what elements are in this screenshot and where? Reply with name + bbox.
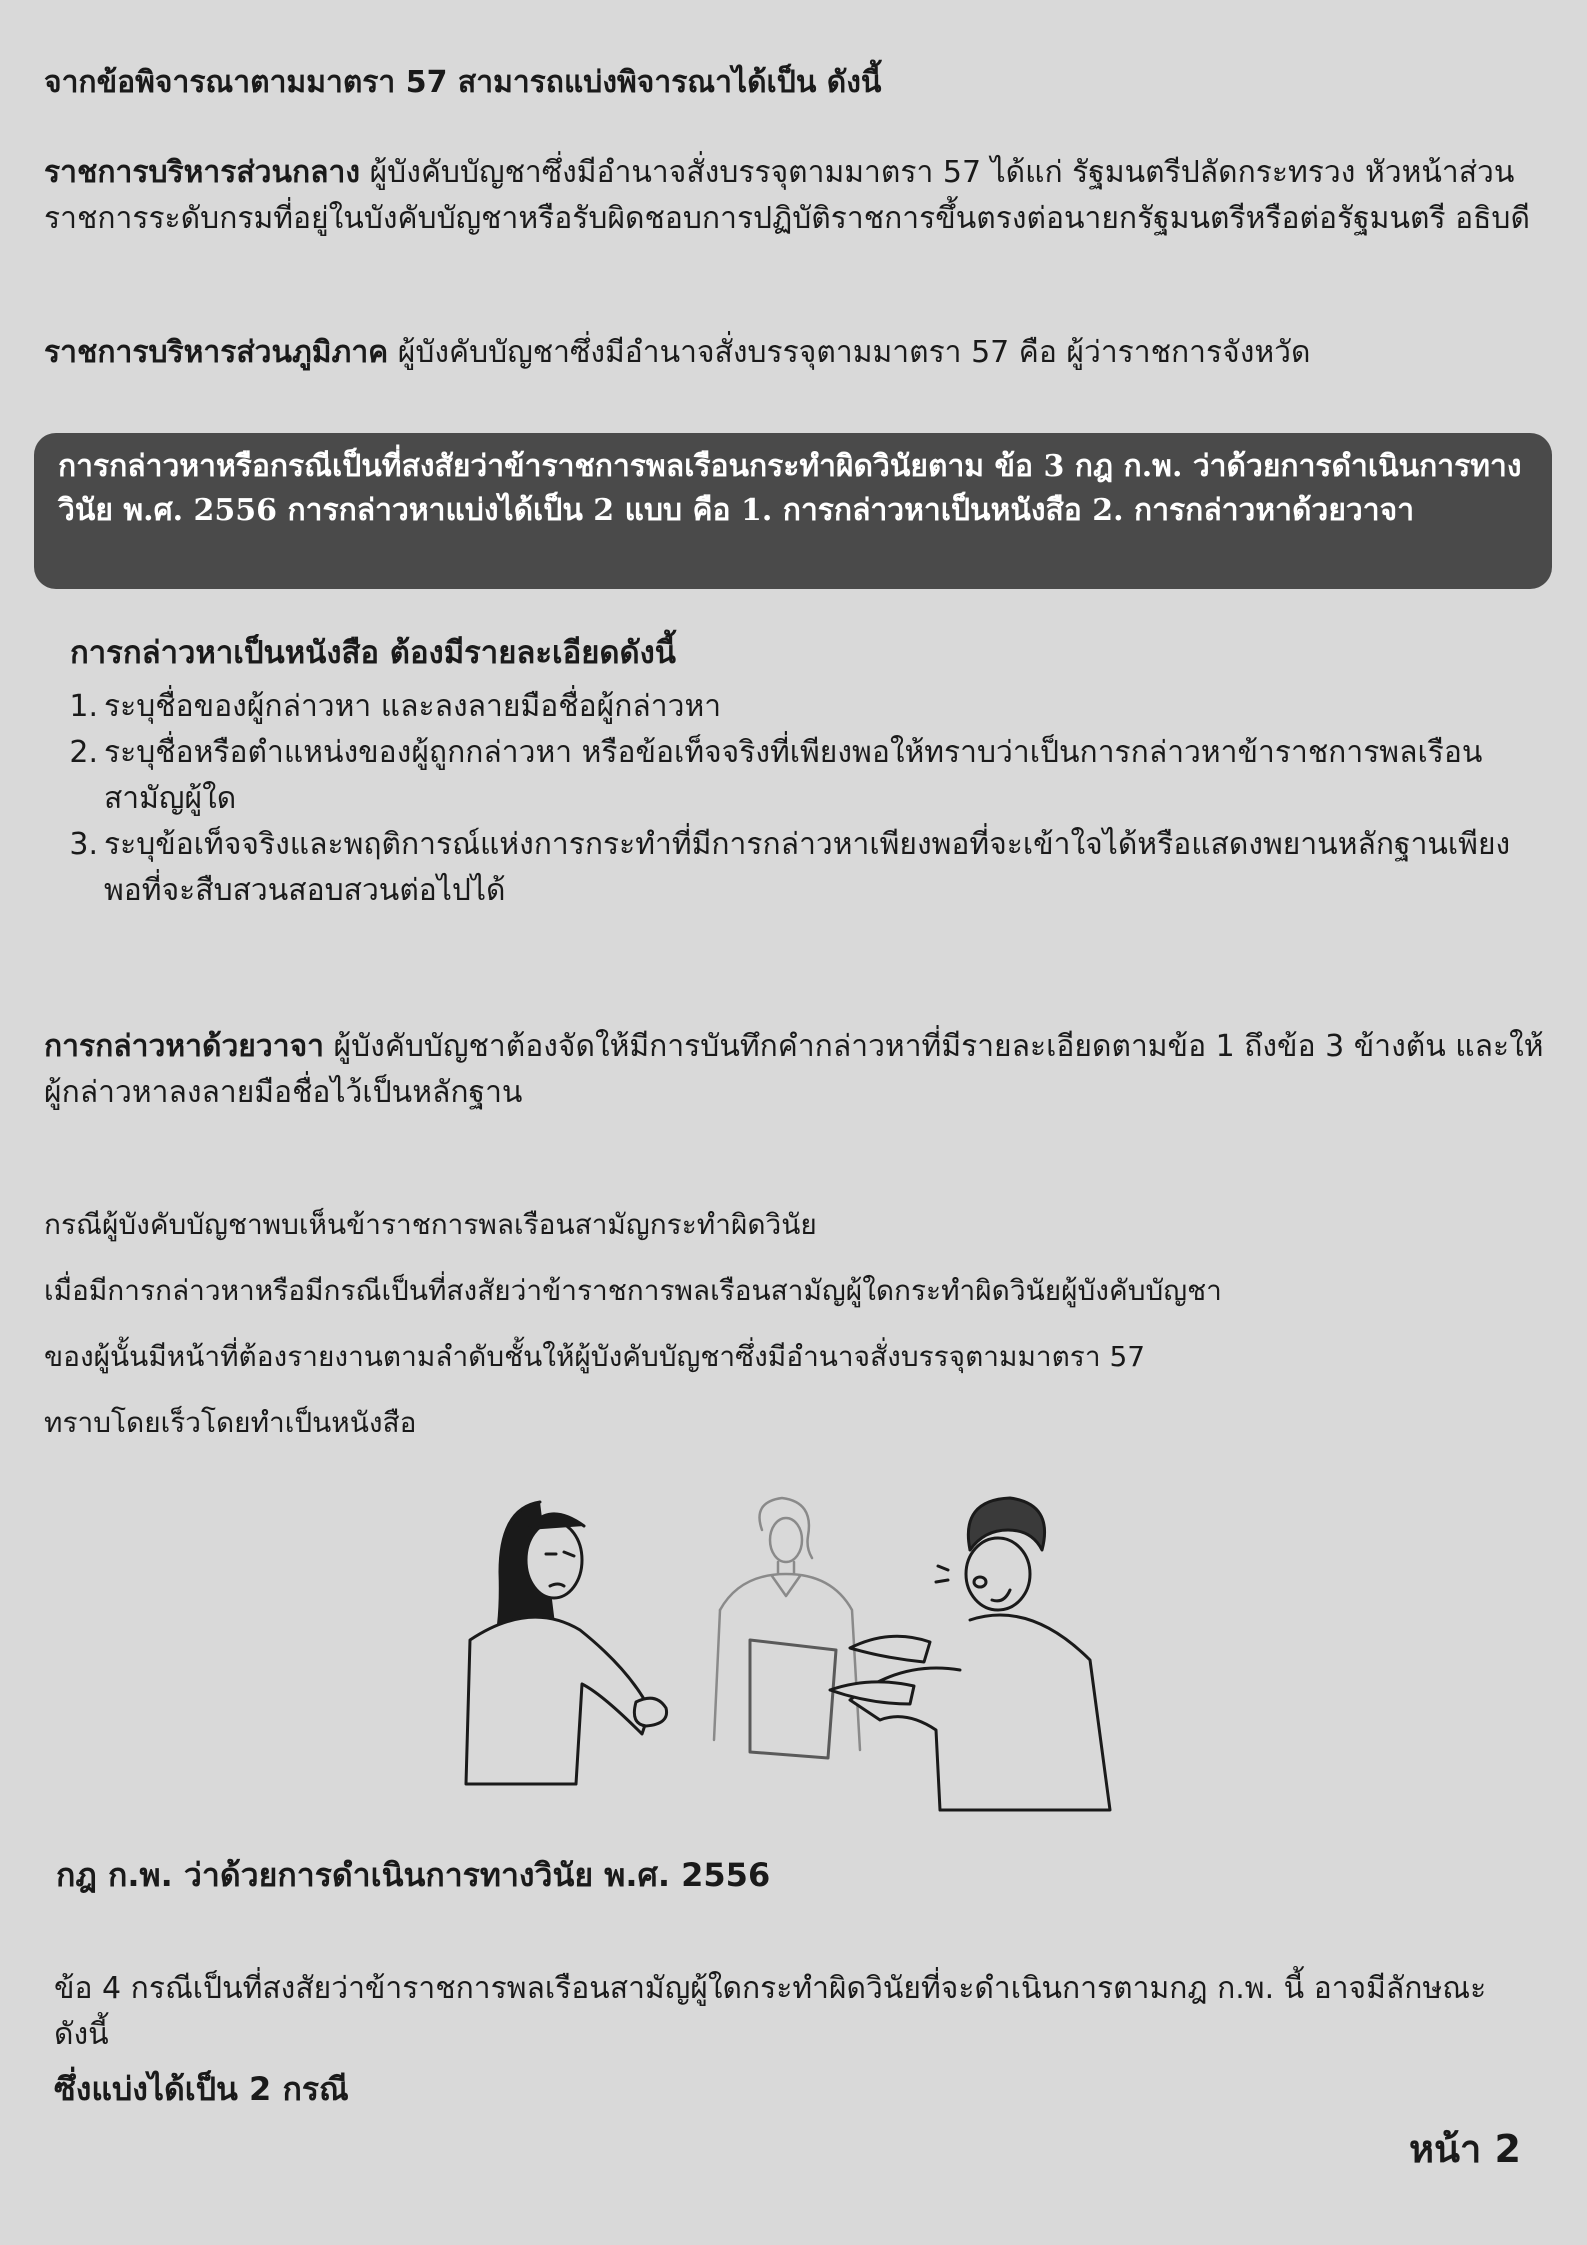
- central-admin-paragraph: [44, 150, 1544, 242]
- verbal-accusation-paragraph: [44, 1024, 1544, 1116]
- verbal-accusation-term: การกล่าวหาด้วยวาจา: [44, 1029, 325, 1064]
- dispute-illustration: [450, 1490, 1130, 1830]
- list-item-number: 2.: [69, 735, 98, 770]
- list-item: [60, 730, 1520, 822]
- clause-4-text: ข้อ 4 กรณีเป็นที่สงสัยว่าข้าราชการพลเรือนสามัญผู้ใดกระทำผิดวินัยที่จะดำเนินการตามกฎ ก.พ. นี้ อาจมีลักษณะดังนี้: [54, 1971, 1487, 2052]
- list-item: [60, 822, 1520, 914]
- central-admin-term: ราชการบริหารส่วนกลาง: [44, 155, 361, 190]
- case-line: เมื่อมีการกล่าวหาหรือมีกรณีเป็นที่สงสัยว่าข้าราชการพลเรือนสามัญผู้ใดกระทำผิดวินัยผู้บังคับบัญชา: [44, 1274, 1222, 1307]
- list-item-text: ระบุข้อเท็จจริงและพฤติการณ์แห่งการกระทำที่มีการกล่าวหาเพียงพอที่จะเข้าใจได้หรือแสดงพยานหลักฐานเพียงพอที่จะสืบสวนสอบสวนต่อไปได้: [104, 827, 1511, 908]
- case-line: ทราบโดยเร็วโดยทำเป็นหนังสือ: [44, 1406, 417, 1439]
- central-admin-text: ผู้บังคับบัญชาซึ่งมีอำนาจสั่งบรรจุตามมาตรา 57 ได้แก่ รัฐมนตรีปลัดกระทรวง หัวหน้าส่วนราชการระดับกรมที่อยู่ในบังคับบัญชาหรือรับผิดชอบการปฏิบัติราชการขึ้นตรงต่อนายกรัฐมนตรีหรือต่อรัฐมนตรี อธิบดี: [44, 155, 1530, 236]
- intro-heading: จากข้อพิจารณาตามมาตรา 57 สามารถแบ่งพิจารณาได้เป็น ดังนี้: [44, 65, 882, 100]
- regional-admin-text: ผู้บังคับบัญชาซึ่งมีอำนาจสั่งบรรจุตามมาตรา 57 คือ ผู้ว่าราชการจังหวัด: [388, 335, 1311, 370]
- accusation-highlight-box: [34, 433, 1552, 589]
- accusation-highlight-text: การกล่าวหาหรือกรณีเป็นที่สงสัยว่าข้าราชการพลเรือนกระทำผิดวินัยตาม ข้อ 3 กฎ ก.พ. ว่าด้วยการดำเนินการทางวินัย พ.ศ. 2556 การกล่าวหาแบ่งได้เป็น 2 แบบ คือ 1. การกล่าวหาเป็นหนังสือ 2. การกล่าวหาด้วยวาจา: [58, 449, 1522, 528]
- list-item-text: ระบุชื่อหรือตำแหน่งของผู้ถูกกล่าวหา หรือข้อเท็จจริงที่เพียงพอให้ทราบว่าเป็นการกล่าวหาข้าราชการพลเรือนสามัญผู้ใด: [104, 735, 1483, 816]
- list-item: [60, 684, 1520, 730]
- case-line: ของผู้นั้นมีหน้าที่ต้องรายงานตามลำดับชั้นให้ผู้บังคับบัญชาซึ่งมีอำนาจสั่งบรรจุตามมาตรา 57: [44, 1340, 1146, 1373]
- regional-admin-term: ราชการบริหารส่วนภูมิภาค: [44, 335, 389, 370]
- regional-admin-paragraph: [44, 330, 1544, 376]
- page-number: หน้า 2: [1408, 2127, 1521, 2171]
- written-accusation-heading: การกล่าวหาเป็นหนังสือ ต้องมีรายละเอียดดังนี้: [70, 635, 676, 671]
- list-item-number: 1.: [69, 689, 98, 724]
- rule-title: กฎ ก.พ. ว่าด้วยการดำเนินการทางวินัย พ.ศ. 2556: [56, 1856, 771, 1894]
- document-paper: [750, 1640, 836, 1758]
- supervisor-case-section: [44, 1192, 1544, 1456]
- list-item-text: ระบุชื่อของผู้กล่าวหา และลงลายมือชื่อผู้กล่าวหา: [104, 689, 722, 724]
- two-cases-heading: ซึ่งแบ่งได้เป็น 2 กรณี: [54, 2070, 349, 2108]
- left-woman-figure: [466, 1502, 667, 1784]
- written-accusation-list: [60, 684, 1520, 914]
- right-man-figure: [830, 1498, 1110, 1810]
- case-line: กรณีผู้บังคับบัญชาพบเห็นข้าราชการพลเรือนสามัญกระทำผิดวินัย: [44, 1208, 817, 1241]
- verbal-accusation-text: ผู้บังคับบัญชาต้องจัดให้มีการบันทึกคำกล่าวหาที่มีรายละเอียดตามข้อ 1 ถึงข้อ 3 ข้างต้น และให้ผู้กล่าวหาลงลายมือชื่อไว้เป็นหลักฐาน: [44, 1029, 1544, 1110]
- list-item-number: 3.: [69, 827, 98, 862]
